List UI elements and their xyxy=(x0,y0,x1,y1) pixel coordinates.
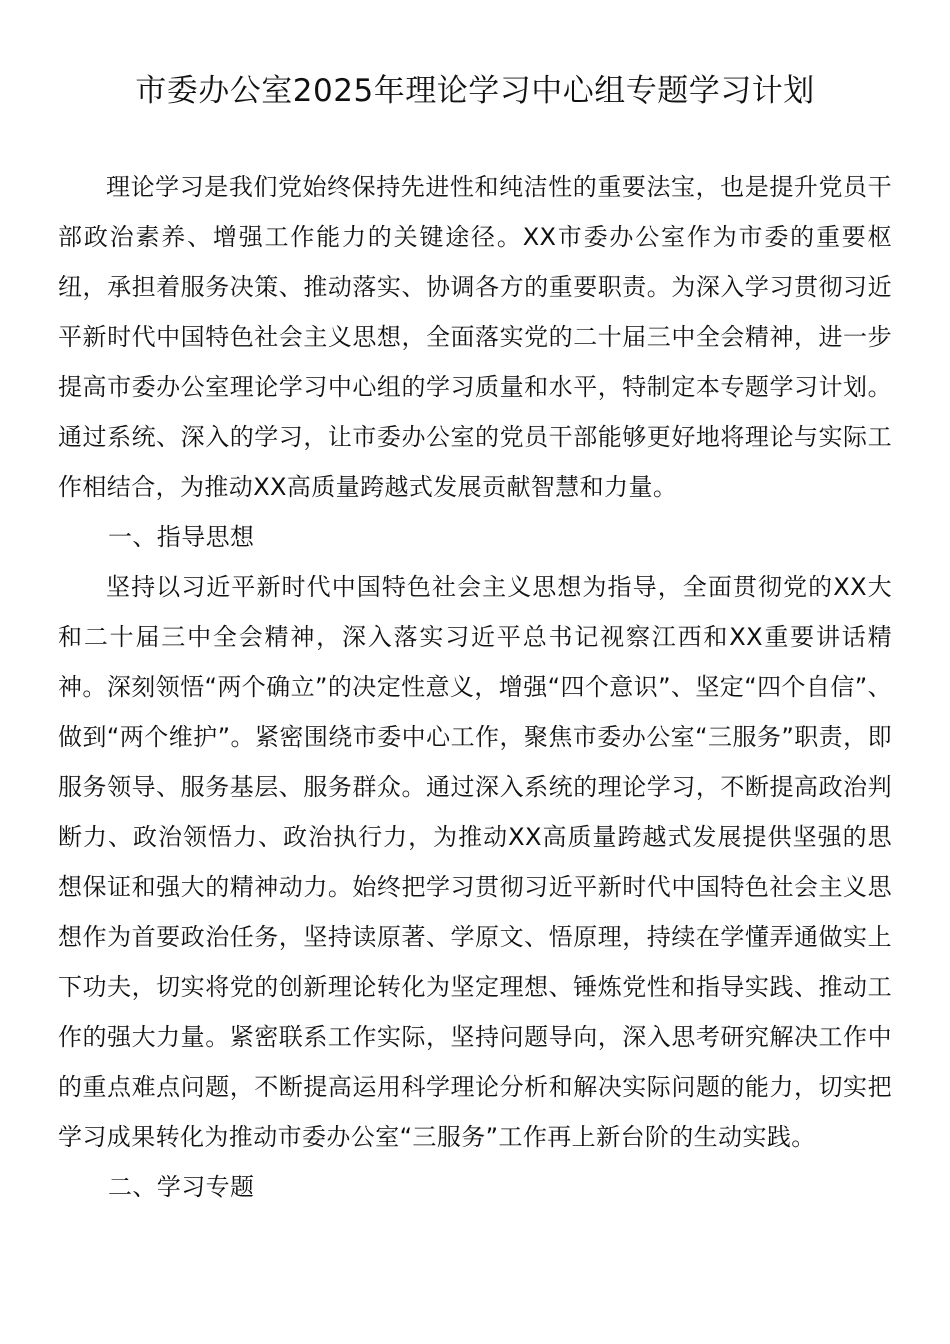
intro-paragraph: 理论学习是我们党始终保持先进性和纯洁性的重要法宝，也是提升党员干部政治素养、增强工作能力的关键途径。XX市委办公室作为市委的重要枢纽，承担着服务决策、推动落实、协调各方的重要职责。为深入学习贯彻习近平新时代中国特色社会主义思想，全面落实党的二十届三中全会精神，进一步提高市委办公室理论学习中心组的学习质量和水平，特制定本专题学习计划。通过系统、深入的学习，让市委办公室的党员干部能够更好地将理论与实际工作相结合，为推动XX高质量跨越式发展贡献智慧和力量。 xyxy=(58,173,892,501)
section-heading-guiding-ideology: 一、指导思想 xyxy=(108,523,255,551)
document-title: 市委办公室2025年理论学习中心组专题学习计划 xyxy=(135,73,815,109)
guiding-ideology-paragraph: 坚持以习近平新时代中国特色社会主义思想为指导，全面贯彻党的XX大和二十届三中全会精神，深入落实习近平总书记视察江西和XX重要讲话精神。深刻领悟“两个确立”的决定性意义，增强“四个意识”、坚定“四个自信”、做到“两个维护”。紧密围绕市委中心工作，聚焦市委办公室“三服务”职责，即服务领导、服务基层、服务群众。通过深入系统的理论学习，不断提高政治判断力、政治领悟力、政治执行力，为推动XX高质量跨越式发展提供坚强的思想保证和强大的精神动力。始终把学习贯彻习近平新时代中国特色社会主义思想作为首要政治任务，坚持读原著、学原文、悟原理，持续在学懂弄通做实上下功夫，切实将党的创新理论转化为坚定理想、锤炼党性和指导实践、推动工作的强大力量。紧密联系工作实际，坚持问题导向，深入思考研究解决工作中的重点难点问题，不断提高运用科学理论分析和解决实际问题的能力，切实把学习成果转化为推动市委办公室“三服务”工作再上新台阶的生动实践。 xyxy=(58,573,892,1151)
document-body xyxy=(58,162,892,1212)
section-heading-study-topics: 二、学习专题 xyxy=(108,1173,255,1201)
